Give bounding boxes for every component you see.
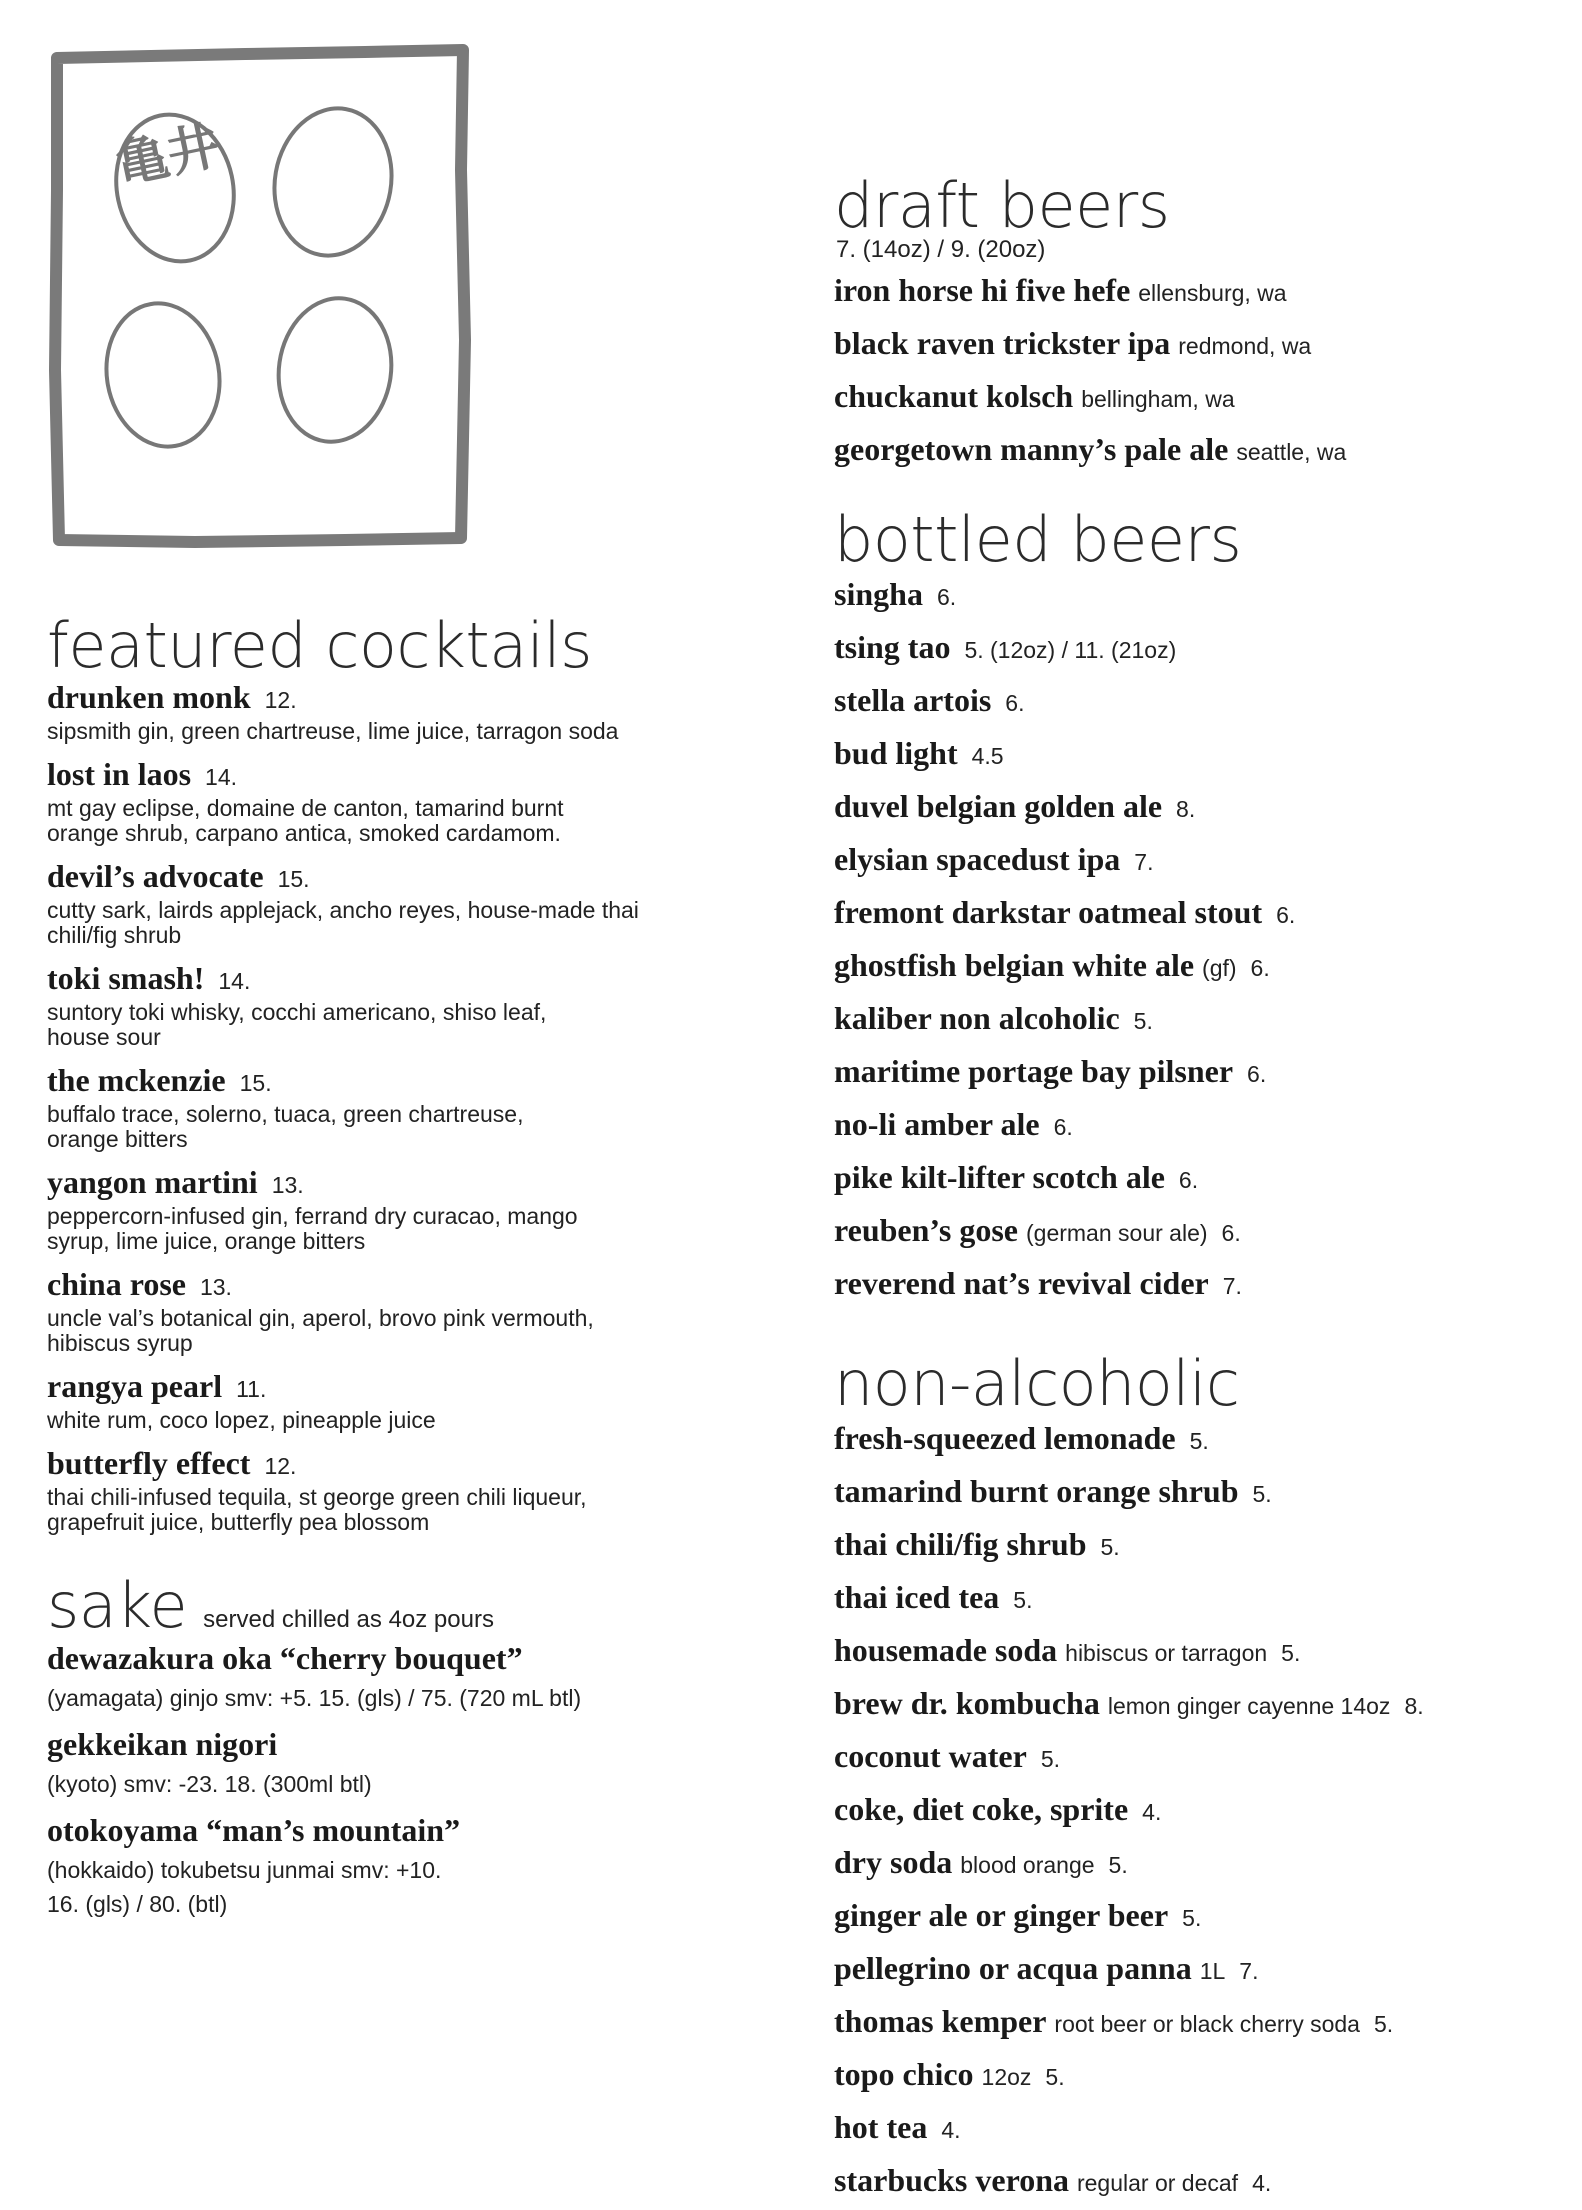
non-alcoholic-price: 8. bbox=[1404, 1693, 1424, 1720]
draft-beer-item bbox=[834, 267, 1554, 320]
bottled-beer-item bbox=[834, 995, 1554, 1048]
bottled-beer-price: 6. bbox=[1247, 1061, 1267, 1088]
bottled-beer-price: 5. (12oz) / 11. (21oz) bbox=[964, 637, 1177, 664]
bottled-beer-name: fremont darkstar oatmeal stout bbox=[834, 894, 1263, 931]
non-alcoholic-item bbox=[834, 1574, 1554, 1627]
cocktail-price: 12. bbox=[264, 687, 297, 713]
sake-title-text: sake bbox=[47, 1569, 188, 1642]
bottled-beer-name: stella artois bbox=[834, 682, 992, 719]
bottled-beer-item bbox=[834, 571, 1554, 624]
bottled-beer-name: no-li amber ale bbox=[834, 1106, 1040, 1143]
bottled-beer-name: pike kilt-lifter scotch ale bbox=[834, 1159, 1165, 1196]
cocktail-name-line bbox=[47, 1060, 767, 1100]
sake-serving-note: served chilled as 4oz pours bbox=[203, 1606, 494, 1633]
draft-beers-pricing: 7. (14oz) / 9. (20oz) bbox=[836, 236, 1046, 263]
bottled-beer-price: 5. bbox=[1133, 1008, 1153, 1035]
sake-item bbox=[47, 1637, 767, 1715]
non-alcoholic-name: housemade soda bbox=[834, 1632, 1058, 1669]
non-alcoholic-item bbox=[834, 1786, 1554, 1839]
cocktail-ingredients: thai chili-infused tequila, st george green chili liqueur, grapefruit juice, butterfly pea blossom bbox=[47, 1484, 587, 1535]
non-alcoholic-item bbox=[834, 1892, 1554, 1945]
cocktail-ingredients: cutty sark, lairds applejack, ancho reyes, house-made thai chili/fig shrub bbox=[47, 897, 639, 948]
non-alcoholic-name: fresh-squeezed lemonade bbox=[834, 1420, 1176, 1457]
non-alcoholic-item bbox=[834, 1627, 1554, 1680]
non-alcoholic-name: brew dr. kombucha bbox=[834, 1685, 1100, 1722]
cocktail-price: 13. bbox=[199, 1274, 232, 1300]
cocktail-name-line bbox=[47, 754, 767, 794]
cocktail-item bbox=[47, 1060, 767, 1152]
bottled-beer-name: tsing tao bbox=[834, 629, 951, 666]
right-column bbox=[834, 169, 1554, 2210]
bottled-beer-item bbox=[834, 1048, 1554, 1101]
non-alcoholic-title: non-alcoholic bbox=[834, 1347, 1240, 1421]
cocktail-name: butterfly effect bbox=[47, 1445, 251, 1481]
cocktail-name: the mckenzie bbox=[47, 1062, 226, 1098]
cocktail-ingredients: peppercorn-infused gin, ferrand dry curacao, mango syrup, lime juice, orange bitters bbox=[47, 1203, 578, 1254]
non-alcoholic-item bbox=[834, 1468, 1554, 1521]
bottled-beer-price: 7. bbox=[1222, 1273, 1242, 1300]
sake-name: otokoyama “man’s mountain” bbox=[47, 1812, 461, 1848]
sake-details: (kyoto) smv: -23. 18. (300ml btl) bbox=[47, 1771, 372, 1797]
cocktail-price: 11. bbox=[236, 1376, 267, 1402]
cocktail-name: drunken monk bbox=[47, 679, 251, 715]
bottled-beer-item bbox=[834, 836, 1554, 889]
bottled-beer-item bbox=[834, 889, 1554, 942]
non-alcoholic-item bbox=[834, 1680, 1554, 1733]
cocktail-name: lost in laos bbox=[47, 756, 192, 792]
left-column bbox=[47, 609, 767, 1929]
cocktail-ingredients: white rum, coco lopez, pineapple juice bbox=[47, 1407, 436, 1433]
bottled-beer-price: 6. bbox=[1250, 955, 1270, 982]
cocktail-name-line bbox=[47, 958, 767, 998]
non-alcoholic-price: 5. bbox=[1013, 1587, 1033, 1614]
non-alcoholic-price: 5. bbox=[1040, 1746, 1061, 1773]
cocktail-ingredients: suntory toki whisky, cocchi americano, shiso leaf, house sour bbox=[47, 999, 547, 1050]
bottled-beer-name: ghostfish belgian white ale bbox=[834, 947, 1195, 984]
non-alcoholic-section bbox=[834, 1347, 1554, 2210]
non-alcoholic-price: 5. bbox=[1252, 1481, 1272, 1508]
cocktail-item bbox=[47, 677, 767, 744]
bottled-beer-name: reverend nat’s revival cider bbox=[834, 1265, 1209, 1302]
cocktail-ingredients: mt gay eclipse, domaine de canton, tamarind burnt orange shrub, carpano antica, smoked cardamom. bbox=[47, 795, 564, 846]
non-alcoholic-item bbox=[834, 1733, 1554, 1786]
cocktail-name: devil’s advocate bbox=[47, 858, 264, 894]
non-alcoholic-item bbox=[834, 1945, 1554, 1998]
cocktail-ingredients: sipsmith gin, green chartreuse, lime juice, tarragon soda bbox=[47, 718, 619, 744]
cocktail-name: rangya pearl bbox=[47, 1368, 223, 1404]
draft-beer-name: black raven trickster ipa bbox=[834, 325, 1171, 362]
bottled-beer-price: 6. bbox=[936, 584, 957, 611]
sake-name: dewazakura oka “cherry bouquet” bbox=[47, 1640, 523, 1676]
non-alcoholic-note: root beer or black cherry soda bbox=[1054, 2011, 1360, 2038]
non-alcoholic-price: 4. bbox=[1142, 1799, 1162, 1826]
bottled-beers-section bbox=[834, 503, 1554, 1313]
draft-beer-item bbox=[834, 373, 1554, 426]
non-alcoholic-price: 5. bbox=[1108, 1852, 1128, 1879]
bottled-beers-title: bottled beers bbox=[834, 503, 1242, 577]
bottled-list bbox=[834, 571, 1554, 1313]
cocktail-item bbox=[47, 754, 767, 846]
bottled-beer-name: duvel belgian golden ale bbox=[834, 788, 1163, 825]
non-alcoholic-note: blood orange bbox=[960, 1852, 1095, 1879]
bottled-beer-name: reuben’s gose bbox=[834, 1212, 1018, 1249]
draft-beer-item bbox=[834, 426, 1554, 479]
cocktail-ingredients: uncle val’s botanical gin, aperol, brovo pink vermouth, hibiscus syrup bbox=[47, 1305, 594, 1356]
non-alcoholic-price: 5. bbox=[1100, 1534, 1120, 1561]
turtle-stamp-logo bbox=[45, 40, 475, 550]
cocktail-name: toki smash! bbox=[47, 960, 205, 996]
bottled-beer-price: 6. bbox=[1053, 1114, 1073, 1141]
featured-cocktails-title: featured cocktails bbox=[47, 609, 592, 682]
bottled-beer-item bbox=[834, 624, 1554, 677]
bottled-beer-item bbox=[834, 1154, 1554, 1207]
draft-beer-name: georgetown manny’s pale ale bbox=[834, 431, 1229, 468]
bottled-beer-item bbox=[834, 783, 1554, 836]
sake-details: (hokkaido) tokubetsu junmai smv: +10. 16. (gls) / 80. (btl) bbox=[47, 1857, 442, 1917]
non-alcoholic-item bbox=[834, 2157, 1554, 2210]
bottled-beer-note: (gf) bbox=[1202, 955, 1237, 982]
draft-beer-origin: seattle, wa bbox=[1236, 439, 1347, 466]
non-alcoholic-item bbox=[834, 2051, 1554, 2104]
sake-item bbox=[47, 1723, 767, 1801]
cocktail-name-line bbox=[47, 1443, 767, 1483]
sake-title bbox=[47, 1569, 767, 1642]
cocktail-price: 14. bbox=[218, 968, 251, 994]
cocktail-name-line bbox=[47, 1264, 767, 1304]
seal-1-upper-char: 亀井 bbox=[111, 115, 226, 196]
draft-beer-item bbox=[834, 320, 1554, 373]
non-alcoholic-price: 5. bbox=[1182, 1905, 1202, 1932]
bottled-beer-name: bud light bbox=[834, 735, 958, 772]
non-alcoholic-name: starbucks verona bbox=[834, 2162, 1069, 2199]
non-alcoholic-price: 5. bbox=[1373, 2011, 1394, 2038]
cocktail-price: 14. bbox=[205, 764, 238, 790]
cocktail-item bbox=[47, 1162, 767, 1254]
non-alcoholic-note: 1L bbox=[1199, 1958, 1226, 1985]
non-alcoholic-name: coke, diet coke, sprite bbox=[834, 1791, 1129, 1828]
draft-beer-name: chuckanut kolsch bbox=[834, 378, 1074, 415]
non-alcoholic-price: 5. bbox=[1045, 2064, 1065, 2091]
cocktail-name-line bbox=[47, 1366, 767, 1406]
non-alcoholic-item bbox=[834, 1521, 1554, 1574]
cocktail-ingredients: buffalo trace, solerno, tuaca, green chartreuse, orange bitters bbox=[47, 1101, 524, 1152]
non-alcoholic-name: dry soda bbox=[834, 1844, 953, 1881]
cocktail-name-line bbox=[47, 856, 767, 896]
non-alcoholic-name: coconut water bbox=[834, 1738, 1027, 1775]
non-alcoholic-item bbox=[834, 1839, 1554, 1892]
non-alcoholic-price: 4. bbox=[941, 2117, 961, 2144]
non-alcoholic-note: lemon ginger cayenne 14oz bbox=[1107, 1693, 1391, 1720]
bottled-beer-price: 6. bbox=[1178, 1167, 1199, 1194]
cocktail-item bbox=[47, 958, 767, 1050]
non-alcoholic-name: tamarind burnt orange shrub bbox=[834, 1473, 1239, 1510]
non-alcoholic-note: regular or decaf bbox=[1076, 2170, 1239, 2197]
non-alcoholic-item bbox=[834, 2104, 1554, 2157]
bottled-beer-item bbox=[834, 1101, 1554, 1154]
logo-stamp-icon bbox=[45, 40, 475, 550]
non-alcoholic-price: 5. bbox=[1189, 1428, 1209, 1455]
draft-list bbox=[834, 267, 1554, 479]
bottled-beer-item bbox=[834, 1207, 1554, 1260]
bottled-beer-item bbox=[834, 730, 1554, 783]
non-alcoholic-note: 12oz bbox=[981, 2064, 1032, 2091]
cocktail-price: 15. bbox=[277, 866, 310, 892]
nonalc-list bbox=[834, 1415, 1554, 2210]
bottled-beer-price: 6. bbox=[1276, 902, 1296, 929]
non-alcoholic-name: thai iced tea bbox=[834, 1579, 1000, 1616]
non-alcoholic-note: hibiscus or tarragon bbox=[1065, 1640, 1268, 1667]
sake-name: gekkeikan nigori bbox=[47, 1726, 278, 1762]
bottled-beer-name: singha bbox=[834, 576, 923, 613]
non-alcoholic-name: topo chico bbox=[834, 2056, 974, 2093]
non-alcoholic-name: pellegrino or acqua panna bbox=[834, 1950, 1192, 1987]
non-alcoholic-name: thai chili/fig shrub bbox=[834, 1526, 1087, 1563]
bottled-beer-price: 7. bbox=[1134, 849, 1154, 876]
cocktail-name: china rose bbox=[47, 1266, 186, 1302]
non-alcoholic-item bbox=[834, 1998, 1554, 2051]
bottled-beer-price: 8. bbox=[1176, 796, 1196, 823]
sake-section bbox=[47, 1569, 767, 1921]
bottled-beer-name: kaliber non alcoholic bbox=[834, 1000, 1120, 1037]
cocktail-list bbox=[47, 677, 767, 1535]
cocktail-name-line bbox=[47, 677, 767, 717]
sake-list bbox=[47, 1637, 767, 1921]
bottled-beer-item bbox=[834, 942, 1554, 995]
non-alcoholic-name: thomas kemper bbox=[834, 2003, 1047, 2040]
cocktail-name-line bbox=[47, 1162, 767, 1202]
non-alcoholic-name: ginger ale or ginger beer bbox=[834, 1897, 1169, 1934]
bottled-beer-price: 6. bbox=[1005, 690, 1025, 717]
bottled-beer-item bbox=[834, 1260, 1554, 1313]
draft-beer-origin: redmond, wa bbox=[1178, 333, 1312, 360]
bottled-beer-price: 4.5 bbox=[971, 743, 1004, 770]
cocktail-name: yangon martini bbox=[47, 1164, 258, 1200]
cocktail-price: 15. bbox=[239, 1070, 272, 1096]
sake-item bbox=[47, 1809, 767, 1921]
cocktail-item bbox=[47, 1366, 767, 1433]
draft-beers-section bbox=[834, 169, 1554, 479]
non-alcoholic-price: 5. bbox=[1281, 1640, 1301, 1667]
non-alcoholic-price: 4. bbox=[1252, 2170, 1272, 2197]
draft-beers-title: draft beers bbox=[834, 169, 1170, 242]
cocktail-item bbox=[47, 1443, 767, 1535]
bottled-beer-name: maritime portage bay pilsner bbox=[834, 1053, 1234, 1090]
draft-beer-origin: ellensburg, wa bbox=[1138, 280, 1287, 307]
non-alcoholic-name: hot tea bbox=[834, 2109, 928, 2146]
bottled-beer-price: 6. bbox=[1221, 1220, 1241, 1247]
non-alcoholic-price: 7. bbox=[1239, 1958, 1259, 1985]
cocktail-item bbox=[47, 856, 767, 948]
cocktail-price: 12. bbox=[264, 1453, 297, 1479]
cocktail-price: 13. bbox=[271, 1172, 304, 1198]
sake-details: (yamagata) ginjo smv: +5. 15. (gls) / 75. (720 mL btl) bbox=[47, 1685, 582, 1711]
bottled-beer-item bbox=[834, 677, 1554, 730]
bottled-beer-note: (german sour ale) bbox=[1026, 1220, 1208, 1247]
non-alcoholic-item bbox=[834, 1415, 1554, 1468]
draft-beer-origin: bellingham, wa bbox=[1081, 386, 1235, 413]
bottled-beer-name: elysian spacedust ipa bbox=[834, 841, 1121, 878]
cocktail-item bbox=[47, 1264, 767, 1356]
featured-cocktails-section bbox=[47, 609, 767, 1535]
draft-beer-name: iron horse hi five hefe bbox=[834, 272, 1131, 309]
